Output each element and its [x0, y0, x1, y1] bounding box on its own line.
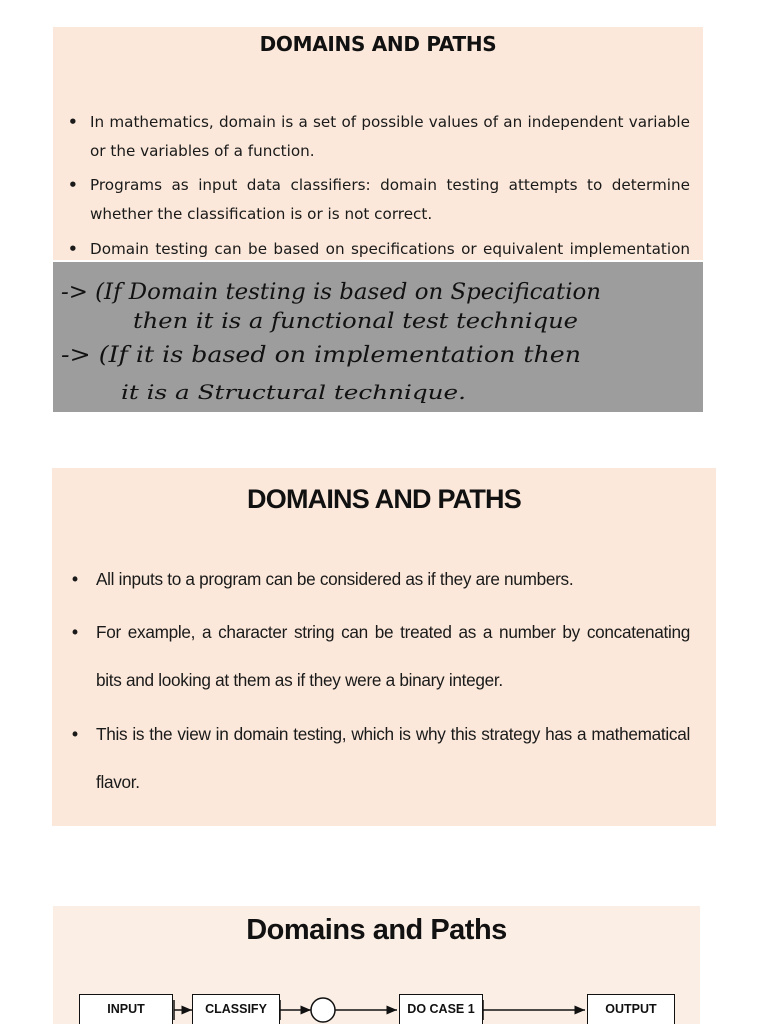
handwritten-notes: [53, 262, 703, 412]
slide-title: DOMAINS AND PATHS: [259, 32, 497, 56]
bullet-text: For example, a character string can be treated as a number by concatenating bits and looking at them as if they were a binary integer.: [96, 622, 690, 690]
decision-node: [311, 998, 335, 1022]
bullet-item: [68, 108, 690, 166]
bullet-text: In mathematics, domain is a set of possible values of an independent variable or the variables of a function.: [90, 113, 690, 160]
handwritten-line: it is a Structural technique.: [121, 380, 466, 404]
bullet-item: [68, 235, 690, 260]
bullet-item: [72, 555, 690, 603]
bullet-item: [72, 710, 690, 806]
bullet-text: This is the view in domain testing, which is why this strategy has a mathematical flavor.: [96, 724, 690, 792]
slide-title: DOMAINS AND PATHS: [247, 484, 521, 514]
bullet-dot-icon: •: [72, 724, 78, 744]
classify-box: CLASSIFY: [192, 994, 280, 1024]
bullet-dot-icon: •: [68, 240, 78, 258]
slide-domains-and-paths-2: [52, 468, 716, 826]
bullet-text: All inputs to a program can be considered as if they are numbers.: [96, 569, 574, 589]
bullet-dot-icon: •: [72, 569, 78, 589]
bullet-item: [68, 171, 690, 229]
slide-domains-and-paths-1: [53, 27, 703, 260]
slide-domains-and-paths-3: [53, 906, 700, 1024]
bullet-dot-icon: •: [72, 622, 78, 642]
input-box: INPUT: [79, 994, 173, 1024]
bullet-dot-icon: •: [68, 113, 78, 131]
do-case-1-box: DO CASE 1: [399, 994, 483, 1024]
bullet-text: Domain testing can be based on specifications or equivalent implementation: [90, 240, 690, 258]
handwritten-line: -> (If Domain testing is based on Specification: [61, 280, 601, 305]
output-box: OUTPUT: [587, 994, 675, 1024]
bullet-item: [72, 608, 690, 704]
bullet-text: Programs as input data classifiers: domain testing attempts to determine whether the classification is or is not correct.: [90, 176, 690, 223]
slide-title: Domains and Paths: [246, 914, 507, 946]
bullet-dot-icon: •: [68, 176, 78, 194]
flow-diagram: [53, 990, 700, 1024]
handwritten-line: then it is a functional test technique: [133, 309, 578, 333]
handwritten-line: -> (If it is based on implementation then: [61, 343, 581, 368]
